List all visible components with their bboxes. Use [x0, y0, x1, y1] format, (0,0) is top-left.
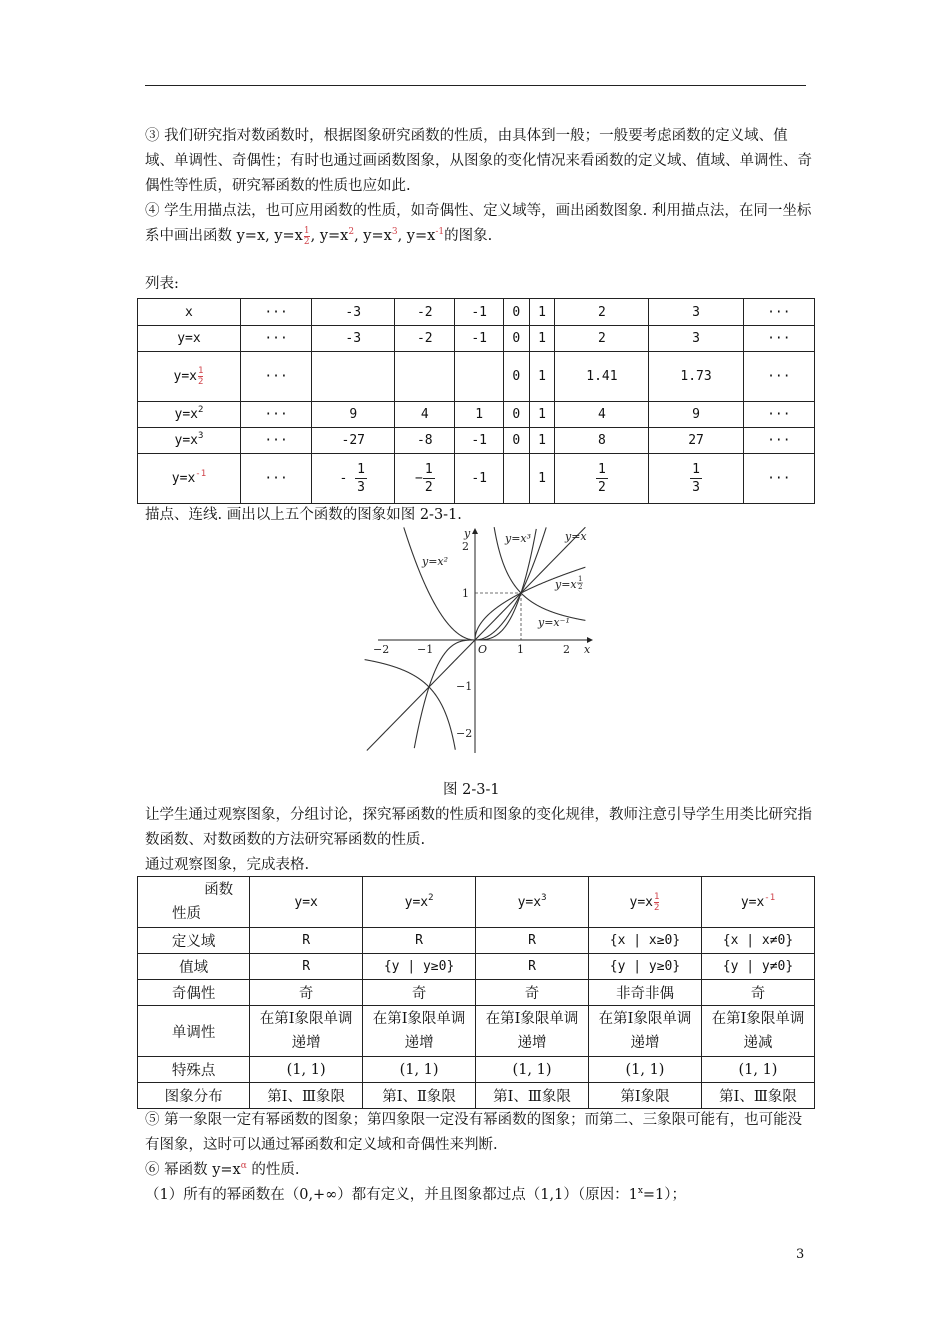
- table-row-x: x ··· -3 -2 -1 0 1 2 3 ···: [138, 299, 815, 326]
- page-number: 3: [796, 1247, 805, 1262]
- table-row-quadrants: 图象分布 第Ⅰ、Ⅲ象限 第Ⅰ、Ⅱ象限 第Ⅰ、Ⅲ象限 第Ⅰ象限 第Ⅰ、Ⅲ象限: [138, 1083, 815, 1109]
- discussion-paragraph: 让学生通过观察图象，分组讨论，探究幂函数的性质和图象的变化规律，教师注意引导学生用类比研究指数函数、对数函数的方法研究幂函数的性质.: [145, 807, 812, 848]
- label-y-xhalf-den: 2: [578, 583, 583, 591]
- paragraph-4: [145, 199, 813, 249]
- tick-x-neg2: −2: [373, 643, 390, 656]
- tick-y-neg2: −2: [456, 727, 473, 740]
- table-row-y-x: y=x ··· -3 -2 -1 0 1 2 3 ···: [138, 326, 815, 352]
- corner-cell: 函数 性质: [138, 877, 250, 928]
- table-row-y-x-half: y=x $\frac{1}{2}$ ··· 0 1 1.41 1.73 ···: [138, 352, 815, 402]
- x-axis-label: x: [584, 643, 591, 656]
- label-y-xinv: y=x⁻¹: [538, 616, 570, 629]
- figure-caption: 图 2-3-1: [443, 782, 500, 798]
- table-row-special-point: 特殊点 (1, 1) (1, 1) (1, 1) (1, 1) (1, 1): [138, 1057, 815, 1083]
- curve-y-x: [367, 527, 586, 750]
- origin-label: O: [478, 643, 488, 656]
- power-function-graph: [360, 525, 600, 755]
- label-y-xhalf: y=x: [555, 578, 577, 591]
- curve-y-xinv-neg: [365, 660, 456, 750]
- table-row-y-x3: $y=x^3$ ··· -27 -8 -1 0 1 8 27 ···: [138, 428, 815, 454]
- paragraph-3: [145, 124, 813, 199]
- table-row-range: 值域 R {y | y≥0} R {y | y≥0} {y | y≠0}: [138, 954, 815, 980]
- label-y-xhalf-num: 1: [578, 575, 583, 583]
- paragraph-6: ⑥ 幂函数 $y=x^\alpha$ 的性质.: [145, 1161, 300, 1178]
- table-header-row: 函数 性质 y=x $y=x^2$ $y=x^3$ y=x $\frac{1}{2}$ $y=x^{-1}$: [138, 877, 815, 928]
- paragraph-4-text: ④ 学生用描点法，也可应用函数的性质，如奇偶性、定义域等，画出函数图象. 利用描点法，在同一坐标系中画出函数 y=x, y=x $\frac{1}{2}$ , $y=x^2$, $y=x^3$, $y=x^{-1}$的图象.: [145, 203, 812, 247]
- tick-x-neg1: −1: [417, 643, 434, 656]
- properties-table: [137, 876, 815, 1109]
- tick-y-1: 1: [462, 587, 469, 600]
- after-table-text: 描点、连线. 画出以上五个函数的图象如图 2-3-1.: [145, 507, 462, 523]
- fill-table-label: 通过观察图象，完成表格.: [145, 857, 310, 873]
- label-y-x: y=x: [565, 530, 587, 543]
- y-axis-label: y: [464, 527, 471, 540]
- label-y-x3: y=x³: [505, 532, 532, 545]
- table-row-y-xinv: $y=x^{-1}$ ··· - $\frac{1}{3}$ − $\frac{1}{2}$ -1 1 $\frac{1}{2}$ $\frac{1}{3}$ ···: [138, 454, 815, 504]
- table-row-y-x2: $y=x^2$ ··· 9 4 1 0 1 4 9 ···: [138, 402, 815, 428]
- value-table: [137, 298, 815, 504]
- header-rule: [145, 85, 806, 86]
- list-label: 列表:: [145, 276, 179, 292]
- paragraph-5: ⑤ 第一象限一定有幂函数的图象；第四象限一定没有幂函数的图象；而第二、三象限可能有，也可能没有图象，这时可以通过幂函数和定义域和奇偶性来判断.: [145, 1112, 803, 1153]
- label-y-x2: y=x²: [422, 555, 449, 568]
- table-row-domain: 定义域 R R R {x | x≥0} {x | x≠0}: [138, 928, 815, 954]
- table-row-parity: 奇偶性 奇 奇 奇 非奇非偶 奇: [138, 980, 815, 1006]
- exp-half: $\frac{1}{2}$: [303, 225, 310, 247]
- paragraph-7: （1）所有的幂函数在（0,+∞）都有定义，并且图象都过点（1,1）（原因：$1^x=1$）；: [145, 1186, 687, 1203]
- tick-y-2: 2: [462, 540, 469, 553]
- tick-y-neg1: −1: [456, 680, 473, 693]
- tick-x-1: 1: [517, 643, 524, 656]
- paragraph-3-text: ③ 我们研究指对数函数时，根据图象研究函数的性质，由具体到一般；一般要考虑函数的定义域、值域、单调性、奇偶性；有时也通过画函数图象，从图象的变化情况来看函数的定义域、值域、单调性、奇偶性等性质，研究幂函数的性质也应如此.: [145, 128, 812, 194]
- tick-x-2: 2: [563, 643, 570, 656]
- table-row-monotonicity: 单调性 在第Ⅰ象限单调递增 在第Ⅰ象限单调递增 在第Ⅰ象限单调递增 在第Ⅰ象限单调递增 在第Ⅰ象限单调递减: [138, 1006, 815, 1057]
